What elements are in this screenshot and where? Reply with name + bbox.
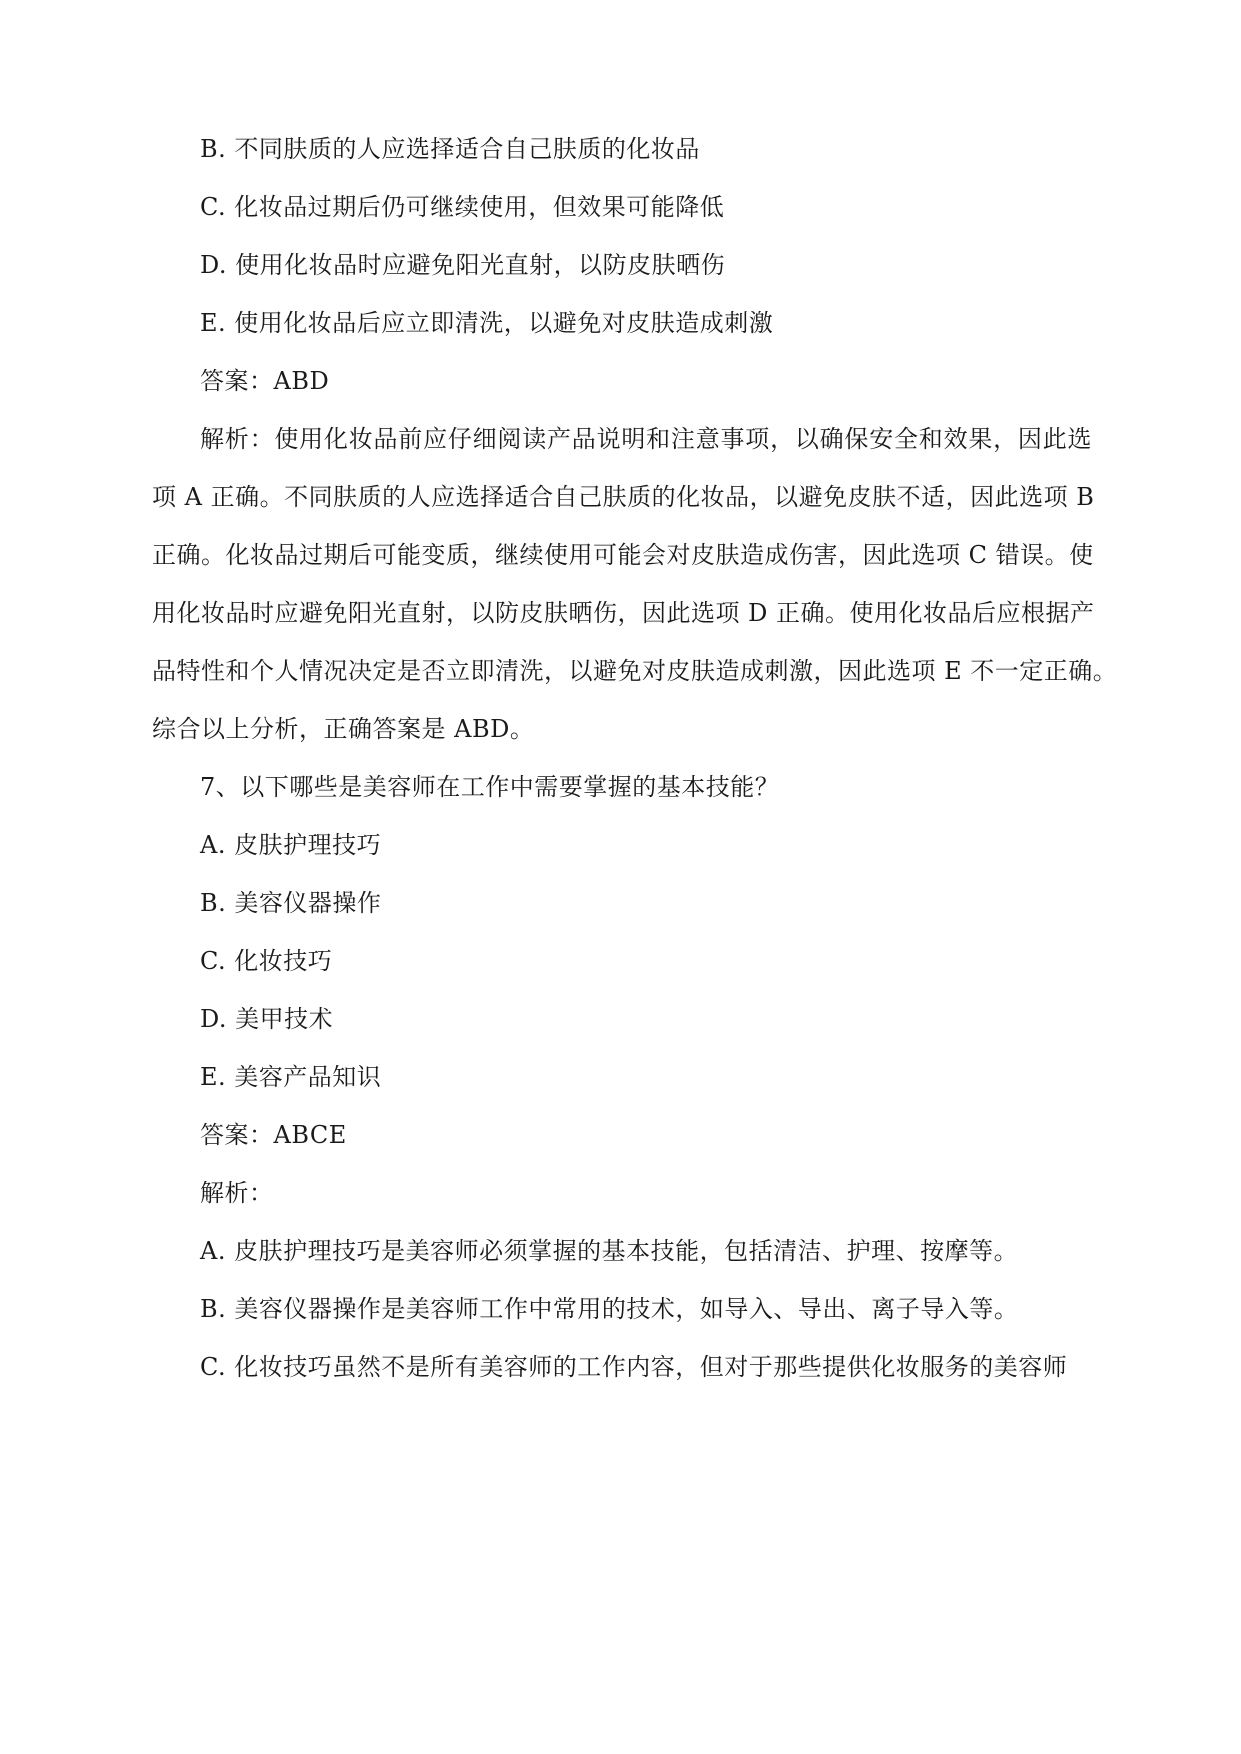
q7-option-d: D. 美甲技术 (200, 1005, 334, 1033)
q7-option-c: C. 化妆技巧 (200, 947, 333, 975)
q7-question: 7、以下哪些是美容师在工作中需要掌握的基本技能？ (200, 773, 780, 801)
q6-explanation-line-2: 项 A 正确。不同肤质的人应选择适合自己肤质的化妆品，以避免皮肤不适，因此选项 B (152, 483, 1095, 511)
q6-option-d: D. 使用化妆品时应避免阳光直射，以防皮肤晒伤 (200, 251, 726, 279)
q7-explanation-item-b: B. 美容仪器操作是美容师工作中常用的技术，如导入、导出、离子导入等。 (200, 1295, 1019, 1323)
q6-explanation-line-5: 品特性和个人情况决定是否立即清洗，以避免对皮肤造成刺激，因此选项 E 不一定正确。 (152, 657, 1118, 685)
q7-explanation-item-a: A. 皮肤护理技巧是美容师必须掌握的基本技能，包括清洁、护理、按摩等。 (200, 1237, 1019, 1265)
q7-option-b: B. 美容仪器操作 (200, 889, 382, 917)
q7-answer: 答案：ABCE (200, 1121, 347, 1149)
q6-explanation-line-4: 用化妆品时应避免阳光直射，以防皮肤晒伤，因此选项 D 正确。使用化妆品后应根据产 (152, 599, 1095, 627)
q7-explanation-item-c: C. 化妆技巧虽然不是所有美容师的工作内容，但对于那些提供化妆服务的美容师 (200, 1353, 1068, 1381)
q6-option-c: C. 化妆品过期后仍可继续使用，但效果可能降低 (200, 193, 725, 221)
q6-explanation-line-3: 正确。化妆品过期后可能变质，继续使用可能会对皮肤造成伤害，因此选项 C 错误。使 (152, 541, 1094, 569)
q6-option-b: B. 不同肤质的人应选择适合自己肤质的化妆品 (200, 135, 700, 163)
q6-answer: 答案：ABD (200, 367, 330, 395)
q6-explanation-line-1: 解析：使用化妆品前应仔细阅读产品说明和注意事项，以确保安全和效果，因此选 (200, 425, 1092, 453)
q7-option-e: E. 美容产品知识 (200, 1063, 382, 1091)
q7-option-a: A. 皮肤护理技巧 (200, 831, 382, 859)
q7-explanation-label: 解析： (200, 1179, 274, 1207)
q6-option-e: E. 使用化妆品后应立即清洗，以避免对皮肤造成刺激 (200, 309, 774, 337)
q6-explanation-line-6: 综合以上分析，正确答案是 ABD。 (152, 715, 535, 743)
